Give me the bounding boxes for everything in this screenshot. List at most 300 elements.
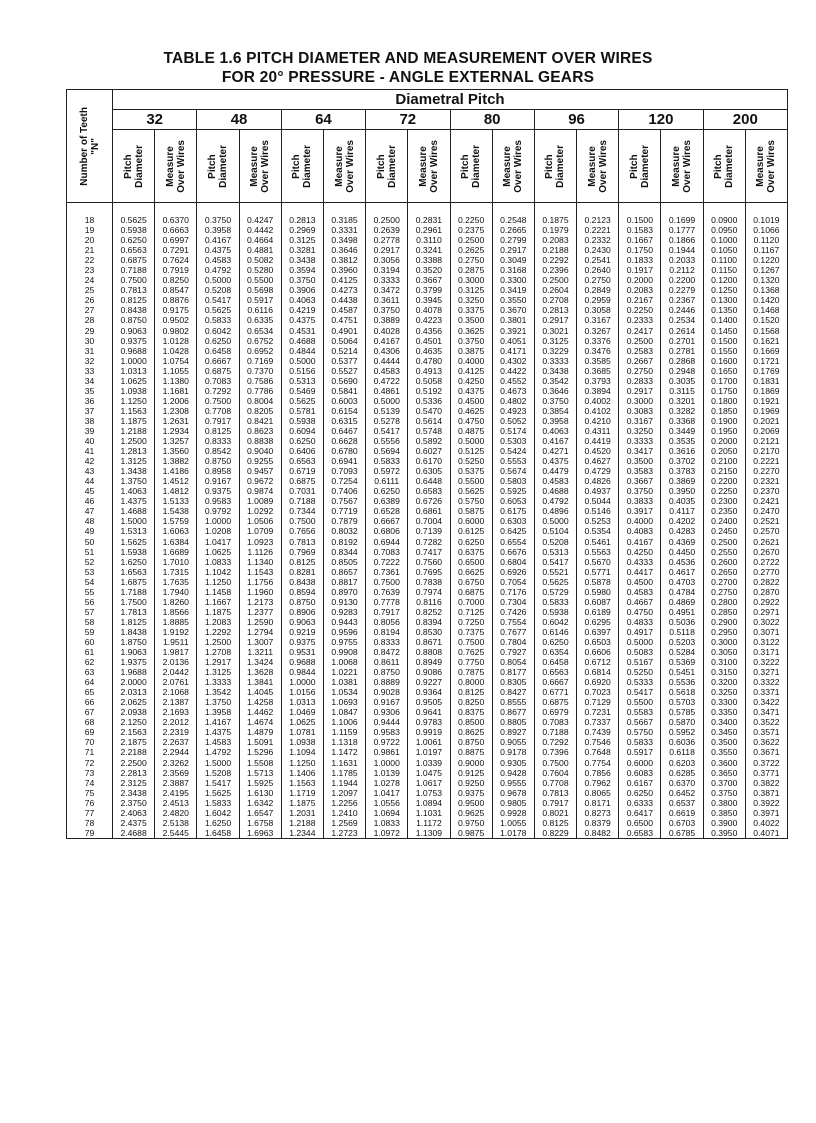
- table-cell: 0.4951: [668, 606, 696, 617]
- pitch-diameter-column-dp-72: [366, 203, 408, 839]
- table-cell: 0.8677: [500, 707, 527, 718]
- table-cell: 0.3750: [542, 395, 569, 406]
- table-cell: 0.2583: [626, 345, 653, 356]
- table-cell: 0.4635: [415, 345, 443, 356]
- table-cell: 1.7010: [162, 556, 189, 567]
- table-cell: 26: [84, 295, 95, 306]
- table-cell: 0.3500: [711, 737, 738, 748]
- table-cell: 1.0972: [373, 827, 400, 838]
- table-cell: 0.9750: [457, 817, 485, 828]
- table-cell: 0.4125: [457, 365, 485, 376]
- table-cell: 1.3841: [247, 677, 274, 688]
- table-cell: 0.6806: [373, 526, 400, 537]
- table-cell: 2.2944: [162, 747, 189, 758]
- table-cell: 58: [84, 616, 95, 627]
- table-cell: 1.0000: [204, 516, 232, 527]
- table-cell: 0.3960: [331, 265, 358, 276]
- table-cell: 0.4479: [542, 466, 569, 477]
- table-cell: 0.3438: [542, 365, 569, 376]
- table-cell: 1.5833: [204, 797, 232, 808]
- table-cell: 0.1550: [711, 345, 738, 356]
- table-cell: 0.8611: [373, 657, 400, 668]
- table-cell: 0.5000: [542, 516, 569, 527]
- table-cell: 0.3375: [457, 305, 485, 316]
- table-cell: 0.4083: [626, 526, 653, 537]
- table-cell: 0.6003: [331, 395, 358, 406]
- table-cell: 1.2292: [204, 626, 232, 637]
- table-cell: 0.2270: [753, 466, 780, 477]
- table-cell: 0.4688: [542, 486, 569, 497]
- table-cell: 1.3211: [247, 647, 273, 658]
- table-cell: 0.8116: [416, 596, 442, 607]
- pitch-header-80: 80: [450, 110, 534, 130]
- table-cell: 0.7292: [204, 385, 232, 396]
- table-cell: 0.3950: [668, 486, 696, 497]
- pitch-header-96: 96: [534, 110, 618, 130]
- table-cell: 0.8750: [120, 315, 147, 326]
- table-cell: 0.6111: [374, 476, 400, 487]
- table-cell: 0.8427: [500, 687, 527, 698]
- table-cell: 0.9167: [204, 476, 232, 487]
- table-cell: 0.8805: [500, 717, 527, 728]
- table-cell: 0.9583: [204, 496, 232, 507]
- table-cell: 0.5803: [500, 476, 527, 487]
- table-cell: 0.8344: [331, 546, 358, 557]
- table-cell: 0.3498: [331, 235, 358, 246]
- table-cell: 0.5833: [373, 456, 400, 467]
- table-cell: 0.2300: [711, 496, 738, 507]
- table-cell: 0.3875: [457, 345, 485, 356]
- table-cell: 1.3333: [204, 677, 232, 688]
- table-cell: 0.3168: [500, 265, 527, 276]
- table-cell: 0.7188: [120, 265, 147, 276]
- table-cell: 0.5972: [373, 466, 400, 477]
- table-cell: 1.8566: [162, 606, 189, 617]
- table-cell: 0.6375: [457, 546, 485, 557]
- table-cell: 0.3122: [753, 636, 780, 647]
- table-cell: 0.4028: [373, 325, 400, 336]
- table-cell: 0.5938: [542, 606, 569, 617]
- table-cell: 0.4422: [500, 365, 527, 376]
- table-cell: 0.5470: [415, 405, 443, 416]
- table-cell: 0.7282: [415, 536, 443, 547]
- table-cell: 0.4271: [542, 446, 569, 457]
- table-cell: 0.5058: [415, 375, 443, 386]
- table-cell: 0.2000: [711, 436, 738, 447]
- table-cell: 0.5563: [584, 546, 611, 557]
- table-cell: 63: [84, 667, 95, 678]
- table-cell: 0.7917: [204, 415, 232, 426]
- table-cell: 0.4750: [457, 415, 485, 426]
- table-cell: 1.0923: [247, 536, 274, 547]
- table-cell: 1.4879: [247, 727, 274, 738]
- table-cell: 0.7222: [373, 556, 400, 567]
- sub-header-measure-over-wires: Measure Over Wires: [155, 130, 197, 203]
- table-cell: 1.5000: [204, 757, 232, 768]
- table-cell: 0.3222: [753, 657, 780, 668]
- table-cell: 0.3125: [289, 235, 316, 246]
- table-cell: 0.3071: [753, 626, 780, 637]
- table-cell: 0.3670: [500, 305, 527, 316]
- table-cell: 1.1563: [120, 405, 147, 416]
- table-cell: 70: [84, 737, 95, 748]
- table-cell: 0.5139: [373, 405, 400, 416]
- table-cell: 0.6875: [542, 697, 569, 708]
- table-cell: 0.4750: [626, 606, 653, 617]
- table-cell: 0.3250: [711, 687, 738, 698]
- table-cell: 0.4833: [626, 616, 653, 627]
- table-cell: 0.4923: [500, 405, 527, 416]
- table-cell: 0.6189: [584, 606, 611, 617]
- table-cell: 0.6305: [415, 466, 443, 477]
- table-cell: 0.1866: [668, 235, 696, 246]
- table-cell: 0.6920: [584, 677, 611, 688]
- table-cell: 0.6094: [289, 425, 316, 436]
- table-cell: 0.1583: [626, 225, 653, 236]
- table-cell: 0.3585: [584, 355, 611, 366]
- table-cell: 1.2410: [331, 807, 358, 818]
- table-cell: 46: [84, 496, 95, 507]
- table-cell: 0.1944: [668, 245, 696, 256]
- table-cell: 0.6036: [668, 737, 696, 748]
- table-cell: 0.5118: [669, 626, 695, 637]
- pitch-header-200: 200: [703, 110, 787, 130]
- table-cell: 1.3750: [204, 697, 232, 708]
- measure-over-wires-column-dp-64: [323, 203, 365, 839]
- table-cell: 0.1300: [711, 295, 738, 306]
- table-cell: 1.8750: [120, 636, 147, 647]
- table-cell: 0.3646: [331, 245, 358, 256]
- table-cell: 0.4071: [753, 827, 780, 838]
- table-cell: 1.1340: [247, 556, 274, 567]
- table-cell: 0.5369: [668, 657, 696, 668]
- table-cell: 0.9000: [457, 757, 485, 768]
- table-cell: 0.3200: [711, 677, 738, 688]
- table-cell: 0.2100: [711, 456, 738, 467]
- table-cell: 1.1667: [204, 596, 232, 607]
- table-cell: 1.2569: [331, 817, 358, 828]
- table-cell: 0.6354: [542, 647, 569, 658]
- table-cell: 0.9444: [373, 717, 400, 728]
- table-cell: 0.1500: [711, 335, 738, 346]
- table-cell: 1.1719: [289, 787, 316, 798]
- table-cell: 1.8438: [120, 626, 147, 637]
- table-cell: 0.4583: [204, 255, 232, 266]
- table-cell: 1.9063: [120, 647, 147, 658]
- table-cell: 0.2370: [753, 486, 780, 497]
- table-cell: 1.5417: [204, 777, 232, 788]
- table-cell: 0.6500: [457, 556, 485, 567]
- table-cell: 48: [84, 516, 95, 527]
- pitch-diameter-column-dp-80: [450, 203, 492, 839]
- table-cell: 0.2421: [753, 496, 780, 507]
- table-cell: 0.2971: [753, 606, 780, 617]
- table-cell: 0.6389: [373, 496, 400, 507]
- table-cell: 0.6814: [584, 667, 611, 678]
- table-cell: 0.9861: [373, 747, 400, 758]
- table-cell: 0.9792: [204, 506, 232, 517]
- table-cell: 1.6342: [247, 797, 274, 808]
- table-cell: 0.3611: [373, 295, 400, 306]
- table-cell: 0.4250: [626, 546, 653, 557]
- table-cell: 0.3250: [626, 425, 653, 436]
- table-cell: 0.2200: [668, 275, 696, 286]
- table-cell: 2.2319: [162, 727, 189, 738]
- table-cell: 0.5253: [584, 516, 611, 527]
- table-cell: 0.7648: [584, 747, 611, 758]
- table-cell: 0.5461: [584, 536, 611, 547]
- table-cell: 0.7927: [500, 647, 527, 658]
- table-cell: 1.0938: [289, 737, 316, 748]
- table-cell: 0.2667: [626, 355, 653, 366]
- table-cell: 2.3438: [120, 787, 147, 798]
- table-cell: 0.5424: [500, 446, 527, 457]
- table-cell: 0.9227: [415, 677, 443, 688]
- table-cell: 0.4667: [626, 596, 653, 607]
- table-cell: 0.7974: [415, 586, 443, 597]
- table-cell: 1.3125: [204, 667, 232, 678]
- table-cell: 0.1917: [626, 265, 653, 276]
- table-cell: 0.9531: [289, 647, 316, 658]
- table-cell: 0.9555: [500, 777, 527, 788]
- table-cell: 0.3571: [753, 727, 780, 738]
- table-cell: 0.7500: [457, 636, 485, 647]
- table-cell: 0.9063: [289, 616, 316, 627]
- table-cell: 0.7813: [542, 787, 569, 798]
- table-cell: 0.5698: [247, 285, 274, 296]
- table-cell: 0.3622: [753, 737, 780, 748]
- table-cell: 0.3950: [711, 827, 738, 838]
- table-cell: 0.6448: [415, 476, 443, 487]
- table-cell: 0.4913: [415, 365, 443, 376]
- table-cell: 0.4356: [415, 325, 443, 336]
- table-cell: 0.5527: [331, 365, 358, 376]
- table-cell: 0.7396: [542, 747, 569, 758]
- table-cell: 0.8394: [415, 616, 443, 627]
- table-cell: 52: [84, 556, 95, 567]
- table-cell: 2.0761: [162, 677, 189, 688]
- table-cell: 0.1368: [753, 285, 780, 296]
- table-cell: 0.4210: [584, 415, 611, 426]
- table-cell: 0.8375: [457, 707, 485, 718]
- table-cell: 1.1681: [162, 385, 189, 396]
- table-cell: 0.2188: [542, 245, 569, 256]
- table-cell: 0.5917: [247, 295, 274, 306]
- pitch-header-48: 48: [197, 110, 281, 130]
- table-cell: 0.4450: [668, 546, 696, 557]
- table-cell: 1.0625: [120, 375, 147, 386]
- table-cell: 0.2621: [753, 536, 780, 547]
- table-cell: 0.8623: [247, 425, 274, 436]
- table-cell: 0.5917: [626, 747, 653, 758]
- table-cell: 2.5138: [162, 817, 189, 828]
- diametral-pitch-header: Diametral Pitch: [113, 90, 788, 110]
- table-cell: 65: [84, 687, 95, 698]
- table-cell: 0.3167: [626, 415, 653, 426]
- table-cell: 0.7250: [457, 616, 485, 627]
- table-cell: 0.4552: [500, 375, 527, 386]
- table-cell: 1.5925: [247, 777, 274, 788]
- table-cell: 66: [84, 697, 95, 708]
- table-cell: 0.7917: [373, 606, 400, 617]
- table-cell: 1.0833: [373, 817, 400, 828]
- table-cell: 62: [84, 657, 95, 668]
- table-cell: 0.3700: [711, 777, 738, 788]
- table-cell: 0.3050: [711, 647, 738, 658]
- table-cell: 0.9505: [415, 697, 443, 708]
- table-cell: 0.1969: [753, 405, 780, 416]
- table-cell: 0.3550: [500, 295, 527, 306]
- table-cell: 0.3958: [542, 415, 569, 426]
- table-cell: 0.7677: [500, 626, 527, 637]
- table-cell: 0.8970: [331, 586, 358, 597]
- table-cell: 0.3417: [626, 446, 653, 457]
- table-cell: 1.0000: [289, 677, 316, 688]
- pitch-header-32: 32: [113, 110, 197, 130]
- table-cell: 0.9219: [289, 626, 316, 637]
- table-cell: 0.3241: [415, 245, 443, 256]
- number-of-teeth-header: [67, 90, 113, 203]
- table-cell: 1.1380: [162, 375, 189, 386]
- table-cell: 0.2670: [753, 546, 780, 557]
- table-cell: 2.0938: [120, 707, 147, 718]
- table-cell: 0.5000: [373, 395, 400, 406]
- table-cell: 0.2701: [668, 335, 696, 346]
- table-cell: 1.6689: [162, 546, 189, 557]
- table-cell: 0.9428: [500, 767, 527, 778]
- table-cell: 36: [84, 395, 95, 406]
- table-cell: 0.8657: [331, 566, 358, 577]
- table-cell: 71: [84, 747, 95, 758]
- table-cell: 1.5208: [204, 767, 232, 778]
- table-cell: 1.2794: [247, 626, 274, 637]
- table-cell: 1.1309: [415, 827, 443, 838]
- table-cell: 0.1777: [668, 225, 696, 236]
- table-cell: 2.4375: [120, 817, 147, 828]
- table-cell: 0.2950: [711, 626, 738, 637]
- table-cell: 0.6250: [289, 436, 316, 447]
- table-cell: 0.5036: [668, 616, 696, 627]
- table-cell: 1.5000: [120, 516, 147, 527]
- table-cell: 0.2350: [711, 506, 738, 517]
- table-cell: 0.3667: [415, 275, 443, 286]
- table-cell: 0.4302: [500, 355, 527, 366]
- table-cell: 0.2961: [415, 225, 443, 236]
- table-cell: 0.5354: [584, 526, 611, 537]
- table-cell: 0.6750: [457, 576, 485, 587]
- table-cell: 0.2831: [415, 215, 443, 225]
- table-cell: 1.6547: [247, 807, 274, 818]
- table-cell: 0.3750: [289, 275, 316, 286]
- table-cell: 0.3281: [289, 245, 316, 256]
- table-cell: 0.4333: [626, 556, 653, 567]
- table-cell: 0.4531: [289, 325, 316, 336]
- table-cell: 0.6175: [500, 506, 527, 517]
- table-cell: 0.7813: [120, 285, 147, 296]
- table-cell: 0.2083: [626, 285, 653, 296]
- table-cell: 0.2708: [542, 295, 569, 306]
- pitch-diameter-column-dp-64: [281, 203, 323, 839]
- table-cell: 0.6250: [204, 335, 232, 346]
- table-cell: 0.2500: [626, 335, 653, 346]
- table-cell: 0.7656: [289, 526, 316, 537]
- table-cell: 0.6875: [120, 255, 147, 266]
- table-cell: 0.6537: [668, 797, 696, 808]
- table-cell: 0.4729: [584, 466, 611, 477]
- table-cell: 1.1006: [331, 717, 358, 728]
- table-cell: 1.0128: [162, 335, 189, 346]
- table-cell: 0.8379: [584, 817, 611, 828]
- table-cell: 0.6250: [626, 787, 653, 798]
- table-cell: 0.7083: [542, 717, 569, 728]
- table-cell: 0.9306: [373, 707, 400, 718]
- table-cell: 0.4792: [204, 265, 232, 276]
- table-cell: 0.2548: [500, 215, 527, 225]
- table-cell: 0.3750: [711, 787, 738, 798]
- table-cell: 0.6719: [289, 466, 316, 477]
- table-cell: 0.4896: [542, 506, 569, 517]
- table-cell: 0.4587: [331, 305, 358, 316]
- table-cell: 1.1944: [331, 777, 358, 788]
- table-cell: 0.7625: [457, 647, 485, 658]
- sub-header-pitch-diameter: Pitch Diameter: [281, 130, 323, 203]
- table-cell: 0.7813: [289, 536, 316, 547]
- table-cell: 1.3424: [247, 657, 274, 668]
- table-cell: 0.2541: [584, 255, 611, 266]
- table-cell: 0.8906: [289, 606, 316, 617]
- table-cell: 0.2900: [711, 616, 738, 627]
- sub-header-measure-over-wires: Measure Over Wires: [492, 130, 534, 203]
- table-cell: 0.3685: [584, 365, 611, 376]
- table-cell: 0.1621: [753, 335, 780, 346]
- table-cell: 0.2604: [542, 285, 569, 296]
- table-cell: 1.1406: [289, 767, 316, 778]
- table-cell: 0.8530: [415, 626, 443, 637]
- table-cell: 0.7500: [542, 757, 569, 768]
- table-cell: 1.0139: [373, 767, 400, 778]
- table-cell: 0.5500: [626, 697, 653, 708]
- table-cell: 0.7304: [500, 596, 527, 607]
- table-cell: 0.7361: [373, 566, 400, 577]
- table-cell: 1.6458: [204, 827, 232, 838]
- table-cell: 0.4500: [457, 395, 485, 406]
- table-cell: 0.2333: [626, 315, 653, 326]
- table-cell: 0.5500: [247, 275, 274, 286]
- table-cell: 0.4780: [415, 355, 443, 366]
- table-cell: 0.5892: [415, 436, 443, 447]
- table-cell: 0.2625: [457, 245, 485, 256]
- table-cell: 2.0625: [120, 697, 147, 708]
- table-cell: 0.8555: [500, 697, 527, 708]
- table-cell: 0.8125: [457, 687, 485, 698]
- table-cell: 0.5833: [542, 596, 569, 607]
- table-cell: 0.5375: [457, 466, 485, 477]
- table-cell: 0.3449: [668, 425, 696, 436]
- table-cell: 0.2868: [668, 355, 696, 366]
- table-cell: 1.2934: [162, 425, 189, 436]
- table-cell: 44: [84, 476, 95, 487]
- table-cell: 1.0693: [331, 697, 358, 708]
- table-cell: 1.0617: [415, 777, 443, 788]
- sub-header-pitch-diameter: Pitch Diameter: [703, 130, 745, 203]
- table-cell: 0.2050: [711, 446, 738, 457]
- table-cell: 0.2813: [542, 305, 569, 316]
- table-cell: 69: [84, 727, 95, 738]
- table-cell: 0.6370: [668, 777, 696, 788]
- table-cell: 0.2450: [711, 526, 738, 537]
- table-cell: 1.7188: [120, 586, 147, 597]
- table-cell: 45: [84, 486, 95, 497]
